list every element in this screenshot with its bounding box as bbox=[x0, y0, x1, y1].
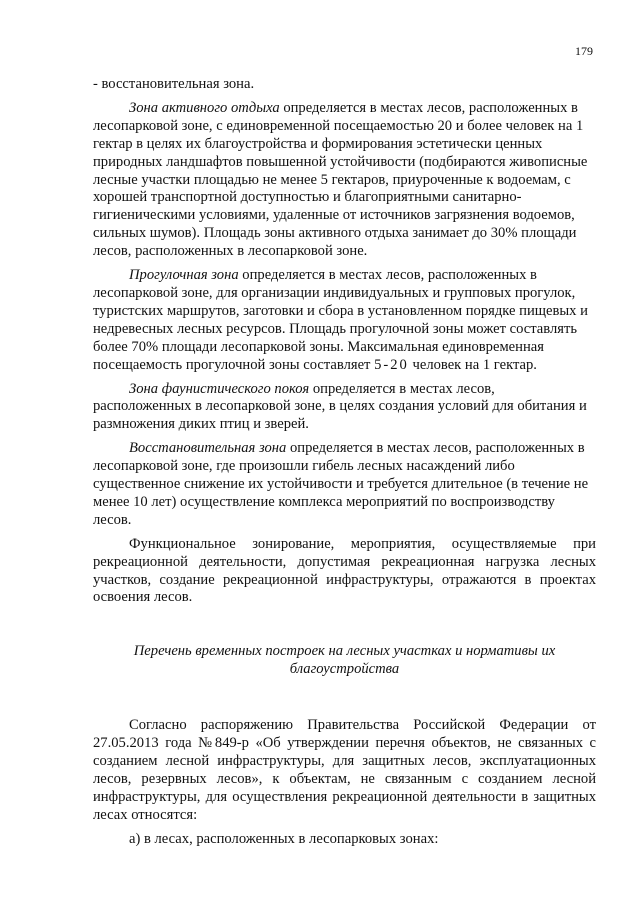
paragraph-active-rest-zone bbox=[93, 100, 596, 261]
section-heading: Перечень временных построек на лесных участках и нормативы их благоустройства bbox=[133, 643, 556, 678]
list-item-a: а) в лесах, расположенных в лесопарковых зонах: bbox=[129, 830, 439, 847]
term-fauna-rest-zone: Зона фаунистического покоя bbox=[129, 380, 310, 397]
term-active-rest-zone: Зона активного отдыха bbox=[129, 99, 280, 116]
term-restoration-zone: Восстановительная зона bbox=[129, 440, 287, 457]
visitor-range: 5-20 bbox=[374, 356, 409, 373]
paragraph-fauna-rest-zone bbox=[93, 381, 596, 435]
page-number: 179 bbox=[575, 44, 593, 58]
term-walking-zone: Прогулочная зона bbox=[129, 267, 239, 284]
paragraph-zone-list-end: - восстановительная зона. bbox=[93, 76, 255, 92]
paragraph-functional-zoning: Функциональное зонирование, мероприятия, осуществляемые при рекреационной деятельности, допустимая рекреационная нагрузка лесных участков, создание рекреационной инфраструктуры, отражаются в проектах освоения лесов. bbox=[93, 535, 596, 606]
definition-restoration-zone: определяется в местах лесов, расположенных в лесопарковой зоне, где произошли гибель лесных насаждений либо существенное снижение их устойчивости и требуется длительное (в течение не менее 10 лет) осуществление комплекса мероприятий по воспроизводству лесов. bbox=[93, 440, 589, 528]
definition-walking-zone-tail: человек на 1 гектар. bbox=[408, 356, 537, 373]
definition-walking-zone: определяется в местах лесов, расположенных в лесопарковой зоне, для организации индивидуальных и групповых прогулок, туристских маршрутов, заготовки и сбора в установленном порядке пищевых и недревесных лесных ресурсов. Площадь прогулочной зоны может составлять более 70% площади лесопарковой зоны. Максимальная единовременная посещаемость прогулочной зоны составляет bbox=[93, 267, 588, 373]
paragraph-restoration-zone bbox=[93, 440, 596, 530]
page-content bbox=[93, 76, 596, 849]
definition-active-rest-zone: определяется в местах лесов, расположенных в лесопарковой зоне, с единовременной посещаемостью 20 и более человек на 1 гектар в целях их благоустройства и формирования эстетически ценных природных ландшафтов повышенной устойчивости (подбираются живописные лесные участки площадью не менее 5 гектаров, приуроченные к водоемам, с хорошей транспортной доступностью и благоприятными санитарно-гигиеническими условиями, удаленные от источников загрязнения водоемов, сильных шумов). Площадь зоны активного отдыха занимает до 30% площади лесов, расположенных в лесопарковой зоне. bbox=[93, 99, 588, 260]
paragraph-walking-zone bbox=[93, 267, 596, 374]
definition-fauna-rest-zone: определяется в местах лесов, расположенных в лесопарковой зоне, в целях создания условий для обитания и размножения диких птиц и зверей. bbox=[93, 380, 587, 433]
paragraph-government-order: Согласно распоряжению Правительства Российской Федерации от 27.05.2013 года №849-р «Об утверждении перечня объектов, не связанных с созданием лесной инфраструктуры, для защитных лесов, эксплуатационных лесов, резервных лесов», к объектам, не связанным с созданием лесной инфраструктуры, для осуществления рекреационной деятельности в защитных лесах относятся: bbox=[93, 717, 596, 823]
